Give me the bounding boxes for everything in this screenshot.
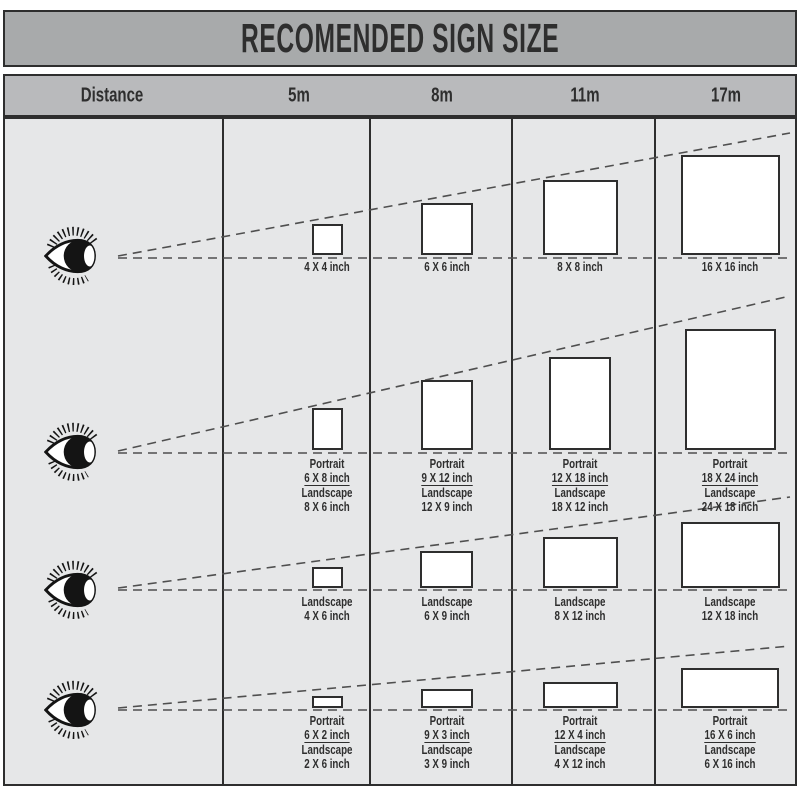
header-col-8m: 8m	[431, 84, 453, 106]
sign-box-square-8m	[421, 203, 473, 255]
orientation-text: Portrait	[712, 714, 748, 728]
sign-label-portrait-11m	[522, 457, 639, 514]
orientation-text: Portrait	[309, 714, 345, 728]
header-col-5m: 5m	[288, 84, 310, 106]
sign-box-banner-11m	[543, 682, 618, 708]
sign-box-portrait-5m	[312, 408, 343, 450]
orientation-text: Landscape	[301, 595, 353, 609]
sign-label-landscape-5m	[269, 595, 386, 623]
sign-size-text: 6 X 9 inch	[424, 609, 470, 623]
sign-label-landscape-8m	[389, 595, 506, 623]
orientation-text: Landscape	[301, 743, 353, 757]
eye-icon	[44, 559, 102, 621]
orientation-text: Landscape	[421, 486, 473, 500]
sign-label-banner-11m	[522, 714, 639, 771]
sign-label-landscape-17m	[672, 595, 789, 623]
sign-label-square-8m	[389, 260, 506, 274]
orientation-text: Portrait	[712, 457, 748, 471]
sign-box-portrait-11m	[549, 357, 611, 450]
sign-box-portrait-8m	[421, 380, 473, 450]
header-col-17m: 17m	[710, 84, 742, 106]
sign-size-text: 2 X 6 inch	[304, 757, 350, 771]
sign-box-landscape-5m	[312, 567, 343, 588]
sign-size-text: 12 X 18 inch	[701, 609, 759, 623]
sign-size-text: 24 X 18 inch	[701, 500, 759, 514]
sign-size-text: 8 X 8 inch	[557, 260, 603, 274]
sign-size-text: 3 X 9 inch	[424, 757, 470, 771]
orientation-text: Landscape	[554, 595, 606, 609]
page-title: RECOMENDED SIGN SIZE	[240, 15, 560, 61]
sign-size-text: 16 X 16 inch	[701, 260, 759, 274]
eye-icon	[44, 225, 102, 287]
header-distance-label: Distance	[80, 84, 144, 106]
sign-label-landscape-11m	[522, 595, 639, 623]
sign-label-square-17m	[672, 260, 789, 274]
sign-label-banner-5m	[269, 714, 386, 771]
sign-size-text: 12 X 9 inch	[421, 500, 473, 514]
sign-size-text: 6 X 2 inch	[304, 728, 350, 742]
sign-size-text: 12 X 18 inch	[551, 471, 609, 485]
sign-box-landscape-11m	[543, 537, 618, 588]
sign-size-text: 12 X 4 inch	[554, 728, 606, 742]
sign-box-square-5m	[312, 224, 343, 255]
sign-label-square-11m	[522, 260, 639, 274]
sign-box-portrait-17m	[685, 329, 776, 450]
sign-label-banner-17m	[672, 714, 789, 771]
sign-size-text: 8 X 6 inch	[304, 500, 350, 514]
sign-label-banner-8m	[389, 714, 506, 771]
sign-label-portrait-17m	[672, 457, 789, 514]
sign-box-banner-17m	[681, 668, 779, 708]
sign-size-text: 18 X 12 inch	[551, 500, 609, 514]
orientation-text: Landscape	[554, 743, 606, 757]
orientation-text: Portrait	[429, 714, 465, 728]
sign-size-text: 18 X 24 inch	[701, 471, 759, 485]
sign-box-landscape-17m	[681, 522, 780, 588]
sign-box-square-17m	[681, 155, 780, 255]
orientation-text: Landscape	[704, 743, 756, 757]
sign-size-text: 6 X 8 inch	[304, 471, 350, 485]
sign-size-text: 4 X 12 inch	[554, 757, 606, 771]
sign-box-square-11m	[543, 180, 618, 255]
orientation-text: Landscape	[301, 486, 353, 500]
orientation-text: Portrait	[429, 457, 465, 471]
sign-size-text: 6 X 6 inch	[424, 260, 470, 274]
sign-size-text: 9 X 3 inch	[424, 728, 470, 742]
sign-box-banner-5m	[312, 696, 343, 708]
sign-size-text: 9 X 12 inch	[421, 471, 473, 485]
orientation-text: Portrait	[309, 457, 345, 471]
orientation-text: Landscape	[554, 486, 606, 500]
sign-label-portrait-5m	[269, 457, 386, 514]
sign-size-text: 16 X 6 inch	[704, 728, 756, 742]
sign-size-text: 4 X 6 inch	[304, 609, 350, 623]
orientation-text: Landscape	[704, 595, 756, 609]
orientation-text: Landscape	[421, 743, 473, 757]
sign-box-landscape-8m	[420, 551, 473, 588]
sign-label-portrait-8m	[389, 457, 506, 514]
sign-size-text: 8 X 12 inch	[554, 609, 606, 623]
header-col-11m: 11m	[570, 84, 600, 106]
sign-size-text: 6 X 16 inch	[704, 757, 756, 771]
eye-icon	[44, 421, 102, 483]
sign-size-text: 4 X 4 inch	[304, 260, 350, 274]
orientation-text: Portrait	[562, 457, 598, 471]
sign-label-square-5m	[269, 260, 386, 274]
orientation-text: Landscape	[421, 595, 473, 609]
orientation-text: Landscape	[704, 486, 756, 500]
orientation-text: Portrait	[562, 714, 598, 728]
sign-box-banner-8m	[421, 689, 473, 708]
eye-icon	[44, 679, 102, 741]
